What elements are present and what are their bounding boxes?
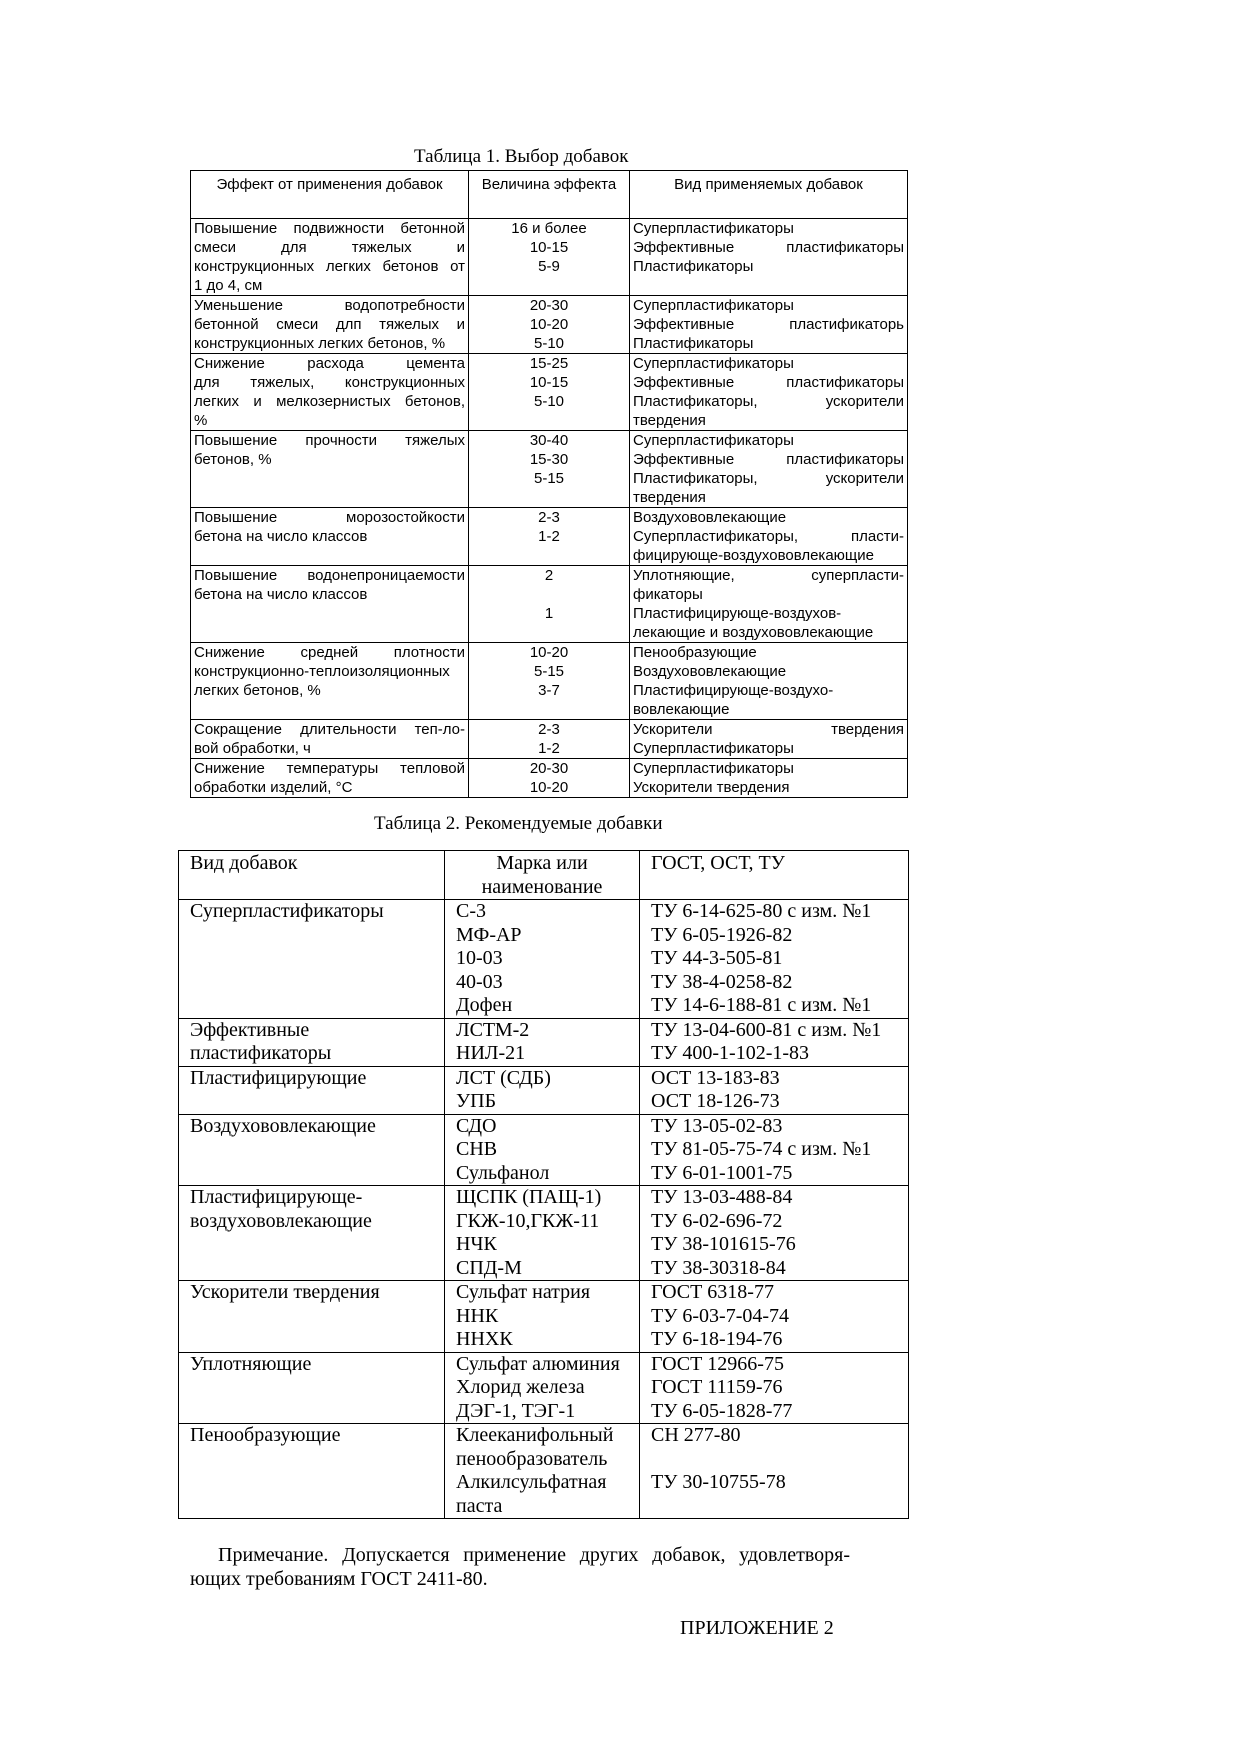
additives-cell-line: Пластификаторы, ускорители (633, 393, 904, 410)
standard-cell (640, 1066, 909, 1114)
brand-cell-line: Дофен (456, 994, 513, 1016)
brand-cell-line: 40-03 (456, 970, 503, 993)
brand-cell-line: Алкилсульфатная (456, 1471, 607, 1493)
table2-row (179, 1424, 909, 1519)
standard-cell-line: ТУ 30-10755-78 (651, 1471, 786, 1493)
additive-type-cell-line: Суперпластификаторы (190, 900, 384, 922)
additives-cell-line: Воздухововлекающие (633, 663, 787, 680)
standard-cell-line: ГОСТ 11159-76 (651, 1376, 783, 1398)
additives-cell (630, 720, 908, 759)
additive-selection-table (190, 170, 908, 798)
additives-cell-line: Пластификаторы (633, 335, 754, 352)
additive-type-cell-line: Ускорители твердения (190, 1281, 380, 1303)
effect-cell-line: бетонной смеси длп тяжелых и (194, 316, 465, 333)
table1-row (191, 431, 908, 508)
brand-cell-line: ГКЖ-10,ГКЖ-11 (456, 1209, 600, 1232)
table1-header-additives: Вид применяемых добавок (630, 171, 908, 219)
additive-type-cell (179, 1066, 445, 1114)
standard-cell-line: ТУ 6-02-696-72 (651, 1209, 783, 1232)
value-cell (469, 720, 630, 759)
table2-caption: Таблица 2. Рекомендуемые добавки (374, 813, 663, 834)
additive-type-cell (179, 1281, 445, 1353)
note-line-1: Примечание. Допускается применение других добавок, удовлетворя- (218, 1544, 850, 1566)
effect-cell-line: легких и мелкозернистых бетонов, (194, 393, 465, 410)
effect-cell (191, 759, 469, 798)
value-cell-line (472, 585, 626, 604)
value-cell-line: 5-15 (533, 663, 565, 680)
effect-cell-line: Повышение водонепроницаемости (194, 567, 465, 584)
value-cell-line: 5-10 (533, 393, 565, 410)
additives-cell-line: Суперпластификаторы (633, 760, 794, 777)
effect-cell-line: конструкционно-теплоизоляционных (194, 663, 450, 680)
value-cell (469, 354, 630, 431)
table2-row (179, 1186, 909, 1281)
table2-header-standard: ГОСТ, ОСТ, ТУ (640, 851, 909, 900)
additives-cell-line: Суперпластификаторы, пласти- (633, 528, 904, 545)
value-cell (469, 643, 630, 720)
value-cell-line: 15-30 (529, 451, 569, 468)
brand-cell-line: СДО (456, 1114, 497, 1137)
standard-cell-line: ТУ 13-04-600-81 с изм. №1 (651, 1018, 882, 1041)
additives-cell-line: Воздухововлекающие (633, 509, 787, 526)
value-cell-line: 1-2 (538, 528, 560, 545)
additive-type-cell-line: Уплотняющие (190, 1352, 312, 1375)
additives-cell-line: вовлекающие (633, 701, 730, 718)
value-cell (469, 508, 630, 566)
effect-cell-line: конструкционных легких бетонов, % (194, 335, 446, 352)
note-paragraph (190, 1543, 850, 1591)
brand-cell-line: Сульфанол (456, 1161, 550, 1184)
additives-cell-line: Пластификаторы, ускорители (633, 470, 904, 487)
brand-cell (445, 1114, 640, 1186)
brand-cell-line: СПД-М (456, 1256, 522, 1279)
standard-cell-line: ТУ 81-05-75-74 с изм. №1 (651, 1138, 872, 1160)
additive-type-cell (179, 900, 445, 1019)
effect-cell-line: Повышение прочности тяжелых (194, 432, 465, 449)
effect-cell-line: Снижение температуры тепловой (194, 760, 465, 777)
standard-cell (640, 1281, 909, 1353)
additives-cell-line: Ускорители твердения (633, 721, 904, 738)
additives-cell-line: Эффективные пластификаторы (633, 451, 904, 468)
additive-type-cell-line: воздухововлекающие (190, 1209, 372, 1232)
additives-cell-line: твердения (633, 412, 706, 429)
additives-cell (630, 354, 908, 431)
table1-row (191, 296, 908, 354)
table1-row (191, 759, 908, 798)
table1-row (191, 219, 908, 296)
additives-cell-line: Пенообразующие (633, 644, 757, 661)
effect-cell (191, 354, 469, 431)
effect-cell-line: 1 до 4, см (194, 277, 263, 294)
effect-cell-line: конструкционных легких бетонов от (194, 258, 465, 275)
additives-cell (630, 219, 908, 296)
value-cell-line: 20-30 (529, 760, 569, 777)
additives-cell-line: Пластифицирующе-воздухо- (633, 682, 834, 699)
value-cell-line: 10-15 (529, 374, 569, 391)
standard-cell-line (651, 1448, 897, 1472)
brand-cell (445, 1424, 640, 1519)
table2-row (179, 1352, 909, 1424)
table2-header-brand: Марка или наименование (445, 851, 640, 900)
value-cell-line: 30-40 (529, 432, 569, 449)
standard-cell-line: ТУ 38-30318-84 (651, 1256, 786, 1279)
additives-cell (630, 296, 908, 354)
value-cell-line: 2-3 (538, 721, 560, 738)
table1-body (191, 219, 908, 798)
brand-cell-line: пенообразователь (456, 1447, 608, 1470)
value-cell (469, 566, 630, 643)
effect-cell-line: для тяжелых, конструкционных (194, 374, 465, 391)
value-cell-line: 1 (544, 605, 554, 622)
brand-cell-line: Клееканифольный (456, 1424, 614, 1446)
additive-type-cell-line: Пластифицирующе- (190, 1186, 363, 1208)
brand-cell-line: Сульфат алюминия (456, 1352, 620, 1375)
value-cell-line: 2-3 (538, 509, 560, 526)
value-cell (469, 219, 630, 296)
brand-cell-line: Хлорид железа (456, 1376, 585, 1398)
table1-header-row (191, 171, 908, 219)
brand-cell-line: ННК (456, 1304, 499, 1327)
recommended-additives-table (178, 850, 909, 1519)
table2-body (179, 900, 909, 1519)
effect-cell-line: Повышение морозостойкости (194, 509, 465, 526)
brand-cell-line: УПБ (456, 1090, 497, 1112)
additives-cell-line: Суперпластификаторы (633, 355, 794, 372)
table2-row (179, 1281, 909, 1353)
brand-cell-line: Сульфат натрия (456, 1281, 591, 1303)
additive-type-cell-line: Пластифицирующие (190, 1066, 367, 1089)
standard-cell (640, 1018, 909, 1066)
effect-cell (191, 508, 469, 566)
additive-type-cell (179, 1352, 445, 1424)
standard-cell-line: ТУ 6-03-7-04-74 (651, 1304, 790, 1327)
brand-cell-line: ЛСТ (СДБ) (456, 1066, 551, 1089)
additives-cell (630, 431, 908, 508)
additives-cell (630, 508, 908, 566)
brand-cell-line: МФ-АР (456, 923, 522, 946)
additive-type-cell-line: Воздухововлекающие (190, 1114, 376, 1137)
brand-cell-line: НЧК (456, 1233, 497, 1255)
value-cell-line: 10-20 (529, 644, 569, 661)
additives-cell-line: Эффективные пластификаторь (633, 316, 904, 333)
standard-cell-line: ТУ 13-05-02-83 (651, 1114, 783, 1137)
effect-cell-line: бетона на число классов (194, 586, 368, 603)
value-cell-line: 10-20 (529, 779, 569, 796)
table2-header-row (179, 851, 909, 900)
standard-cell (640, 1424, 909, 1519)
standard-cell-line: ТУ 44-3-505-81 (651, 947, 783, 969)
additives-cell-line: лекающие и воздухововлекающие (633, 624, 874, 641)
effect-cell (191, 720, 469, 759)
table1-caption: Таблица 1. Выбор добавок (414, 146, 629, 167)
table2-row (179, 1114, 909, 1186)
additive-type-cell-line: пластификаторы (190, 1042, 332, 1064)
additives-cell-line: Эффективные пластификаторы (633, 239, 904, 256)
value-cell (469, 759, 630, 798)
brand-cell-line: ЩСПК (ПАЩ-1) (456, 1186, 602, 1208)
standard-cell-line: ТУ 38-4-0258-82 (651, 970, 793, 993)
additives-cell-line: Пластифицирующе-воздухов- (633, 605, 842, 622)
standard-cell (640, 1186, 909, 1281)
table2-header-type: Вид добавок (179, 851, 445, 900)
value-cell-line: 1-2 (538, 740, 560, 757)
effect-cell (191, 431, 469, 508)
standard-cell (640, 900, 909, 1019)
additives-cell-line: Суперпластификаторы (633, 432, 794, 449)
standard-cell-line: ТУ 6-01-1001-75 (651, 1161, 793, 1184)
table1-row (191, 566, 908, 643)
additive-type-cell (179, 1186, 445, 1281)
additives-cell-line: Суперпластификаторы (633, 220, 794, 237)
additives-cell-line: Пластификаторы (633, 258, 754, 275)
effect-cell (191, 219, 469, 296)
brand-cell (445, 1186, 640, 1281)
additive-type-cell (179, 1114, 445, 1186)
additive-type-cell (179, 1424, 445, 1519)
effect-cell-line: Уменьшение водопотребности (194, 297, 465, 314)
standard-cell-line: ТУ 6-05-1926-82 (651, 923, 793, 946)
value-cell-line: 3-7 (538, 682, 560, 699)
effect-cell-line: Повышение подвижности бетонной (194, 220, 465, 237)
effect-cell-line: Сокращение длительности теп-ло- (194, 721, 465, 738)
standard-cell-line: ОСТ 13-183-83 (651, 1066, 780, 1089)
value-cell-line: 10-20 (529, 316, 569, 333)
standard-cell-line: ГОСТ 12966-75 (651, 1352, 784, 1375)
additives-cell-line: твердения (633, 489, 706, 506)
standard-cell-line: ТУ 14-6-188-81 с изм. №1 (651, 994, 872, 1016)
effect-cell-line: бетона на число классов (194, 528, 368, 545)
effect-cell-line: Снижение расхода цемента (194, 355, 465, 372)
table1-row (191, 720, 908, 759)
brand-cell (445, 1352, 640, 1424)
value-cell (469, 431, 630, 508)
value-cell (469, 296, 630, 354)
value-cell-line: 5-15 (533, 470, 565, 487)
brand-cell-line: 10-03 (456, 947, 503, 969)
table2-row (179, 1066, 909, 1114)
table1-row (191, 643, 908, 720)
note-line-2: ющих требованиям ГОСТ 2411-80. (190, 1568, 488, 1590)
appendix-heading: ПРИЛОЖЕНИЕ 2 (680, 1617, 834, 1639)
brand-cell (445, 1066, 640, 1114)
brand-cell (445, 900, 640, 1019)
standard-cell (640, 1352, 909, 1424)
standard-cell-line: ТУ 38-101615-76 (651, 1233, 796, 1255)
value-cell-line: 5-10 (533, 335, 565, 352)
additives-cell-line: фицирующе-воздухововлекающие (633, 547, 874, 564)
brand-cell-line: ННХК (456, 1328, 513, 1350)
table1-header-value: Величина эффекта (469, 171, 630, 219)
additives-cell-line: фикаторы (633, 586, 703, 603)
brand-cell-line: паста (456, 1494, 503, 1517)
table1-row (191, 354, 908, 431)
value-cell-line: 16 и более (511, 220, 587, 237)
effect-cell-line: смеси для тяжелых и (194, 239, 465, 256)
table2-row (179, 900, 909, 1019)
value-cell-line: 5-9 (538, 258, 560, 275)
brand-cell-line: С-3 (456, 900, 486, 922)
effect-cell-line: бетонов, % (194, 451, 272, 468)
brand-cell-line: СНВ (456, 1138, 498, 1160)
standard-cell-line: ТУ 400-1-102-1-83 (651, 1042, 810, 1064)
effect-cell-line: вой обработки, ч (194, 740, 311, 757)
value-cell-line: 10-15 (529, 239, 569, 256)
table1-row (191, 508, 908, 566)
effect-cell (191, 566, 469, 643)
additives-cell-line: Уплотняющие, суперпласти- (633, 567, 904, 584)
additives-cell (630, 759, 908, 798)
additive-type-cell-line: Пенообразующие (190, 1424, 341, 1446)
brand-cell-line: НИЛ-21 (456, 1042, 526, 1064)
value-cell-line: 20-30 (529, 297, 569, 314)
brand-cell (445, 1018, 640, 1066)
additives-cell-line: Ускорители твердения (633, 779, 790, 796)
additives-cell-line: Суперпластификаторы (633, 740, 794, 757)
standard-cell (640, 1114, 909, 1186)
table2-row (179, 1018, 909, 1066)
standard-cell-line: ТУ 6-14-625-80 с изм. №1 (651, 900, 872, 922)
standard-cell-line: ТУ 13-03-488-84 (651, 1186, 793, 1208)
value-cell-line: 15-25 (529, 355, 569, 372)
value-cell-line: 2 (544, 567, 554, 584)
additive-type-cell (179, 1018, 445, 1066)
additives-cell (630, 643, 908, 720)
additives-cell-line: Эффективные пластификаторы (633, 374, 904, 391)
additives-cell-line: Суперпластификаторы (633, 297, 794, 314)
brand-cell-line: ЛСТМ-2 (456, 1018, 530, 1041)
additive-type-cell-line: Эффективные (190, 1018, 310, 1041)
additives-cell (630, 566, 908, 643)
effect-cell (191, 643, 469, 720)
standard-cell-line: ТУ 6-05-1828-77 (651, 1399, 793, 1422)
brand-cell-line: ДЭГ-1, ТЭГ-1 (456, 1399, 576, 1422)
effect-cell-line: обработки изделий, °С (194, 779, 353, 796)
effect-cell-line: % (194, 412, 208, 429)
standard-cell-line: ОСТ 18-126-73 (651, 1090, 780, 1112)
effect-cell-line: Снижение средней плотности (194, 644, 465, 661)
standard-cell-line: СН 277-80 (651, 1424, 741, 1446)
standard-cell-line: ТУ 6-18-194-76 (651, 1328, 783, 1350)
effect-cell-line: легких бетонов, % (194, 682, 321, 699)
table1-header-effect: Эффект от применения добавок (191, 171, 469, 219)
standard-cell-line: ГОСТ 6318-77 (651, 1281, 774, 1303)
brand-cell (445, 1281, 640, 1353)
effect-cell (191, 296, 469, 354)
